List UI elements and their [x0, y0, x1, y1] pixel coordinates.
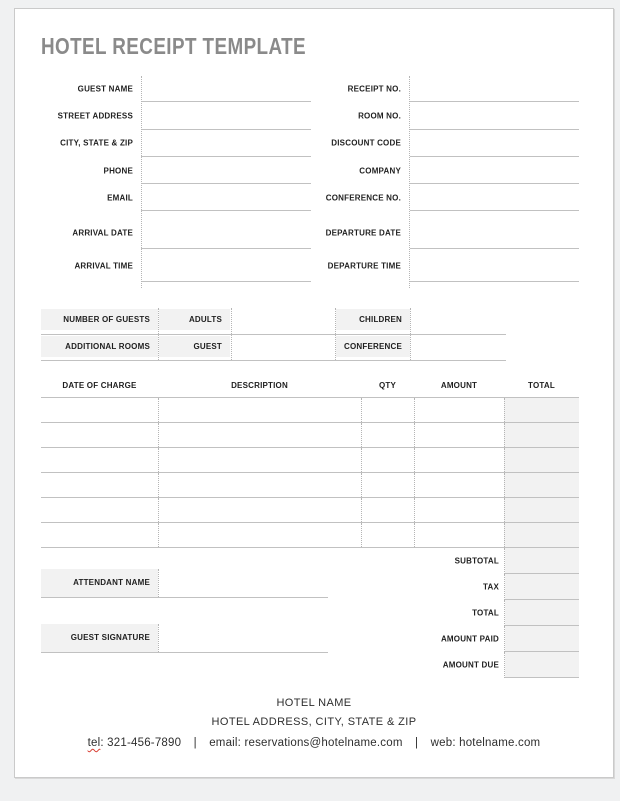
field-label: CITY, STATE & ZIP: [60, 138, 133, 148]
guests-label-cell: CHILDREN: [336, 309, 410, 330]
charges-table: [41, 376, 579, 548]
guests-label-cell: ADDITIONAL ROOMS: [41, 336, 158, 357]
table-cell[interactable]: [414, 523, 504, 547]
table-cell[interactable]: [158, 423, 361, 447]
table-row: [41, 423, 579, 448]
form-field-row: [291, 249, 579, 282]
guests-label-cell: CONFERENCE: [336, 336, 410, 357]
charges-table-body: [41, 398, 579, 548]
table-cell[interactable]: [504, 523, 579, 547]
guest-signature-label: GUEST SIGNATURE: [41, 624, 158, 652]
table-cell[interactable]: [41, 423, 158, 447]
form-field-row: [41, 75, 311, 102]
table-cell[interactable]: [361, 523, 414, 547]
guests-row: [41, 335, 506, 362]
totals-row: [41, 600, 579, 626]
table-cell[interactable]: [41, 473, 158, 497]
field-label: ARRIVAL DATE: [72, 228, 133, 237]
table-cell[interactable]: [361, 498, 414, 522]
guest-signature-input-line[interactable]: [41, 652, 328, 653]
field-input-line[interactable]: [141, 210, 311, 211]
dotted-separator-attendant: [158, 569, 159, 597]
totals-value-box[interactable]: [505, 600, 579, 626]
table-cell[interactable]: [414, 423, 504, 447]
guests-count-input[interactable]: [232, 335, 335, 361]
departure-column: [291, 216, 579, 282]
dotted-separator-signature: [158, 624, 159, 652]
field-label: DEPARTURE TIME: [327, 261, 401, 270]
totals-label: AMOUNT DUE: [442, 660, 499, 670]
table-cell[interactable]: [504, 423, 579, 447]
dotted-separator-right: [409, 76, 410, 288]
table-cell[interactable]: [504, 448, 579, 472]
form-field-row: [291, 102, 579, 129]
field-input-line[interactable]: [410, 210, 579, 211]
table-row: [41, 523, 579, 548]
table-cell[interactable]: [504, 398, 579, 422]
form-field-row: [41, 130, 311, 157]
separator: |: [415, 737, 419, 749]
attendant-name-label: ATTENDANT NAME: [41, 569, 158, 597]
guests-label-cell: ADULTS: [159, 309, 230, 330]
field-label: EMAIL: [107, 193, 133, 203]
hotel-address: HOTEL ADDRESS, CITY, STATE & ZIP: [211, 716, 417, 728]
form-field-row: [291, 157, 579, 184]
table-row: [41, 473, 579, 498]
table-cell[interactable]: [158, 498, 361, 522]
table-cell[interactable]: [41, 523, 158, 547]
table-cell[interactable]: [361, 448, 414, 472]
column-header: AMOUNT: [440, 381, 478, 390]
form-field-row: [41, 216, 311, 249]
table-cell[interactable]: [41, 498, 158, 522]
form-field-row: [41, 249, 311, 282]
table-cell[interactable]: [414, 473, 504, 497]
table-cell[interactable]: [414, 498, 504, 522]
dotted-separator: [335, 308, 336, 334]
table-cell[interactable]: [41, 398, 158, 422]
guests-label-cell: NUMBER OF GUESTS: [41, 309, 158, 330]
dotted-separator: [158, 308, 159, 334]
table-cell[interactable]: [158, 448, 361, 472]
table-cell[interactable]: [414, 448, 504, 472]
form-field-row: [41, 157, 311, 184]
totals-label: TOTAL: [472, 608, 499, 618]
guests-count-input[interactable]: [232, 308, 335, 334]
dotted-separator: [158, 335, 159, 361]
totals-label: AMOUNT PAID: [440, 634, 499, 644]
guests-section: [41, 308, 506, 361]
form-field-row: [291, 130, 579, 157]
form-field-row: [291, 216, 579, 249]
totals-row: [41, 652, 579, 678]
table-row: [41, 448, 579, 473]
contact-line: [15, 737, 613, 749]
column-header: TOTAL: [528, 381, 555, 390]
guests-count-input[interactable]: [411, 308, 506, 334]
table-cell[interactable]: [361, 473, 414, 497]
guests-count-input[interactable]: [411, 335, 506, 361]
web-text: web: hotelname.com: [430, 737, 541, 749]
document-page: [14, 8, 614, 778]
form-field-row: [41, 184, 311, 211]
column-header: DESCRIPTION: [231, 381, 288, 390]
field-label: ROOM NO.: [358, 111, 401, 121]
field-label: DEPARTURE DATE: [325, 228, 401, 237]
table-cell[interactable]: [504, 473, 579, 497]
arrival-column: [41, 216, 311, 282]
totals-section: [41, 548, 579, 678]
tel-number: : 321-456-7890: [100, 737, 182, 749]
dotted-separator: [335, 335, 336, 361]
form-field-row: [291, 75, 579, 102]
table-cell[interactable]: [504, 498, 579, 522]
email-text: email: reservations@hotelname.com: [209, 737, 403, 749]
table-cell[interactable]: [158, 473, 361, 497]
form-field-row: [41, 102, 311, 129]
dotted-separator-left: [141, 76, 142, 288]
totals-value-box[interactable]: [505, 626, 579, 652]
charges-table-header: [41, 376, 579, 398]
table-cell[interactable]: [361, 398, 414, 422]
page-title: HOTEL RECEIPT TEMPLATE: [41, 33, 307, 59]
field-label: RECEIPT NO.: [347, 84, 401, 94]
field-label: STREET ADDRESS: [57, 111, 133, 121]
guests-row: [41, 308, 506, 335]
field-label: CONFERENCE NO.: [325, 193, 401, 203]
field-label: PHONE: [103, 166, 133, 176]
field-input-line[interactable]: [141, 281, 311, 282]
column-header: QTY: [378, 381, 397, 390]
totals-value-box[interactable]: [505, 548, 579, 574]
field-label: DISCOUNT CODE: [331, 138, 401, 148]
attendant-name-input-line[interactable]: [41, 597, 328, 598]
guests-label-cell: GUEST: [159, 336, 230, 357]
totals-value-box[interactable]: [505, 652, 579, 678]
guest-info-right-column: [291, 75, 579, 211]
table-cell[interactable]: [41, 448, 158, 472]
hotel-name: HOTEL NAME: [276, 697, 352, 709]
guest-info-left-column: [41, 75, 311, 211]
totals-value-box[interactable]: [505, 574, 579, 600]
totals-label: TAX: [482, 582, 499, 592]
table-cell[interactable]: [158, 398, 361, 422]
separator: |: [193, 737, 197, 749]
field-label: ARRIVAL TIME: [74, 261, 133, 270]
footer: [15, 697, 613, 749]
totals-label: SUBTOTAL: [454, 556, 499, 566]
form-field-row: [291, 184, 579, 211]
field-label: GUEST NAME: [77, 84, 133, 94]
field-label: COMPANY: [359, 166, 401, 176]
field-input-line[interactable]: [410, 281, 579, 282]
table-cell[interactable]: [361, 423, 414, 447]
table-cell[interactable]: [158, 523, 361, 547]
table-row: [41, 498, 579, 523]
tel-label-misspelled: tel: [87, 737, 101, 749]
column-header: DATE OF CHARGE: [62, 381, 137, 390]
table-row: [41, 398, 579, 423]
table-cell[interactable]: [414, 398, 504, 422]
